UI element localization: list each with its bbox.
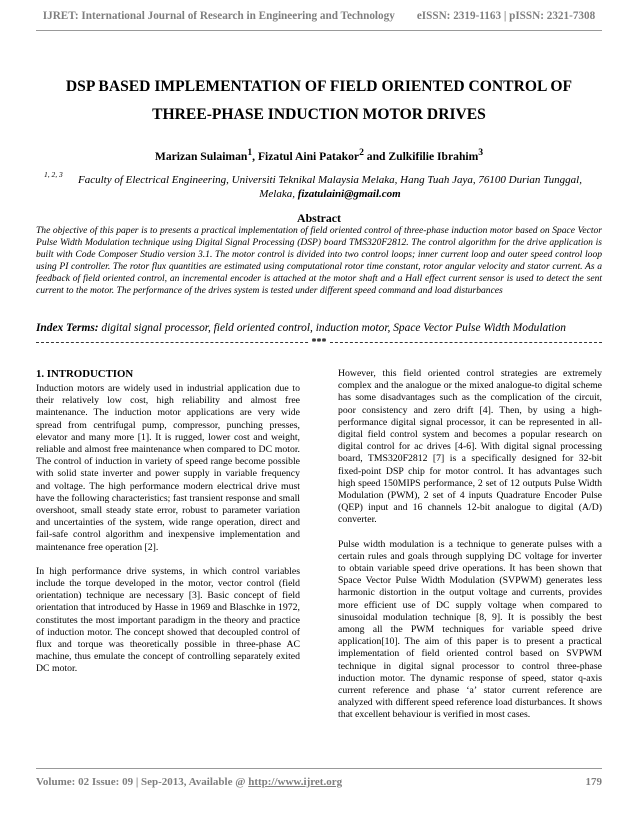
affiliation-text: Faculty of Electrical Engineering, Universiti Teknikal Malaysia Melaka, Hang Tuah Jaya, 76100 Durian Tunggal,	[77, 174, 582, 186]
section-heading: 1. INTRODUCTION	[36, 368, 134, 380]
title-line-2: THREE-PHASE INDUCTION MOTOR DRIVES	[152, 106, 486, 123]
author-3-sup: 3	[478, 147, 484, 158]
author-1-sup: 1	[247, 147, 253, 158]
page-number: 179	[585, 776, 602, 788]
index-terms-label: Index Terms:	[36, 322, 99, 334]
author-3: and Zulkifilie Ibrahim	[363, 149, 479, 163]
right-column	[338, 368, 602, 734]
paper-title	[30, 73, 608, 129]
title-line-1: DSP BASED IMPLEMENTATION OF FIELD ORIENTED CONTROL OF	[65, 78, 573, 95]
affiliation-numbers: 1, 2, 3	[44, 170, 63, 179]
author-2: , Fizatul Aini Patakor	[252, 149, 360, 163]
footer-divider	[36, 768, 602, 769]
abstract-heading: Abstract	[297, 211, 341, 225]
paragraph: Pulse width modulation is a technique to generate pulses with a certain rules and goals through supplying DC voltage for inverter to obtain variable speed drive operations. It has been shown that Space Vector Pulse Width Modulation (SVPWM) generates less harmonic distortion in the output voltage and currents, provides more efficient use of DC supply voltage when compared to sinusoidal modulation technique [8, 9]. It is possibly the best among all the PWM techniques for variable speed drive application[10]. The aim of this paper is to present a practical implementation of field oriented control based on SVPWM technique in digital signal processor to control three-phase induction motor. The dynamic response of speed, stator q-axis current reference and phase ‘a’ stator current reference are analyzed with different speed reference load disturbances. It shows that excellent behaviour is verified in most cases.	[338, 538, 602, 721]
page-footer	[36, 776, 602, 788]
header-divider	[36, 30, 602, 31]
paragraph: However, this field oriented control strategies are extremely complex and the analogue or the mixed analogue-to digital scheme has some disadvantages such as the complication of the circuit, poor consistency and zero drift [4]. Then, by using a high-performance digital signal processor, it can be represented in all-digital field control system and becomes a popular research on digital control for ac drives [4-6]. With digital signal processing board, TMS320F2812 [7] is a specifically designed for 32-bit fixed-point DSP chip for motor control. It has advantages such high speed 150MIPS performance, 2 set of 12 outputs Pulse Width Modulation (PWM), 2 set of 4 inputs Quadrature Encoder Pulse (QEP) input and 16 channels 12-bit analogue to digital (A/D) converter.	[338, 368, 602, 526]
journal-issn: eISSN: 2319-1163 | pISSN: 2321-7308	[416, 10, 596, 22]
footer-text: Volume: 02 Issue: 09 | Sep-2013, Available @	[36, 776, 249, 788]
index-terms	[36, 322, 606, 334]
affiliation-city: Melaka,	[259, 188, 298, 200]
journal-link[interactable]: http://www.ijret.org	[248, 776, 343, 788]
divider-stars: ***	[0, 337, 638, 348]
author-2-sup: 2	[359, 147, 364, 158]
author-1: Marizan Sulaiman	[154, 149, 248, 163]
index-terms-text: digital signal processor, field oriented control, induction motor, Space Vector Pulse Width Modulation	[98, 322, 566, 334]
abstract-text: The objective of this paper is to presents a practical implementation of field oriented control of three-phase induction motor based on Space Vector Pulse Width Modulation technique using Digital Signal Processing (DSP) board TMS320F2812. The control algorithm for the drive application is built with Code Composer Studio version 3.1. The motor control is divided into two control loops; inner current loop and outer speed control loop using PI controller. The rotor flux quantities are estimated using computational rotor time constant, rotor angular velocity and stator current. As a feedback of field oriented control, an incremental encoder is attached at the motor shaft and a Hall effect current sensor is used to detect the sent current to the motor. The performance of the drives system is tested under different speed command and load disturbances	[36, 225, 602, 297]
author-email: fizatulaini@gmail.com	[297, 188, 401, 200]
paragraph: Induction motors are widely used in industrial application due to their relatively low cost, high reliability and almost free maintenance. The induction motor applications are very wide spread from centrifugal pump, compressor, punching presses, elevator and many more [1]. It is rugged, lower cost and weight, reliable and almost free maintenance when compared to DC motor. The control of induction in variety of speed range become possible with solid state inverter and power supply in variable frequency and voltage. The high performance modern electrical drive must have the following characteristics; fast transient response and small overshoot, small steady state error, robust to parameter variation and uncertainties of the system, wide range operation, direct and fail-safe control algorithm and inexpensive implementation and maintenance free operation [2].	[36, 383, 300, 553]
journal-name: IJRET: International Journal of Research in Engineering and Technology	[42, 10, 395, 22]
affiliation	[60, 173, 600, 201]
journal-header	[0, 10, 638, 22]
left-column	[36, 383, 300, 688]
paragraph: In high performance drive systems, in which control variables include the torque developed in the motor, vector control (field orientation) technique are necessary [3]. Basic concept of field orientation that introduced by Hasse in 1969 and Blaschke in 1972, constitutes the most important paradigm in the theory and practice of induction motor. The concept showed that decoupled control of flux and torque was theoretically possible in three-phase AC machine, thus emulate the concept of controlling separately exited DC motor.	[36, 565, 300, 675]
author-list	[30, 147, 608, 163]
